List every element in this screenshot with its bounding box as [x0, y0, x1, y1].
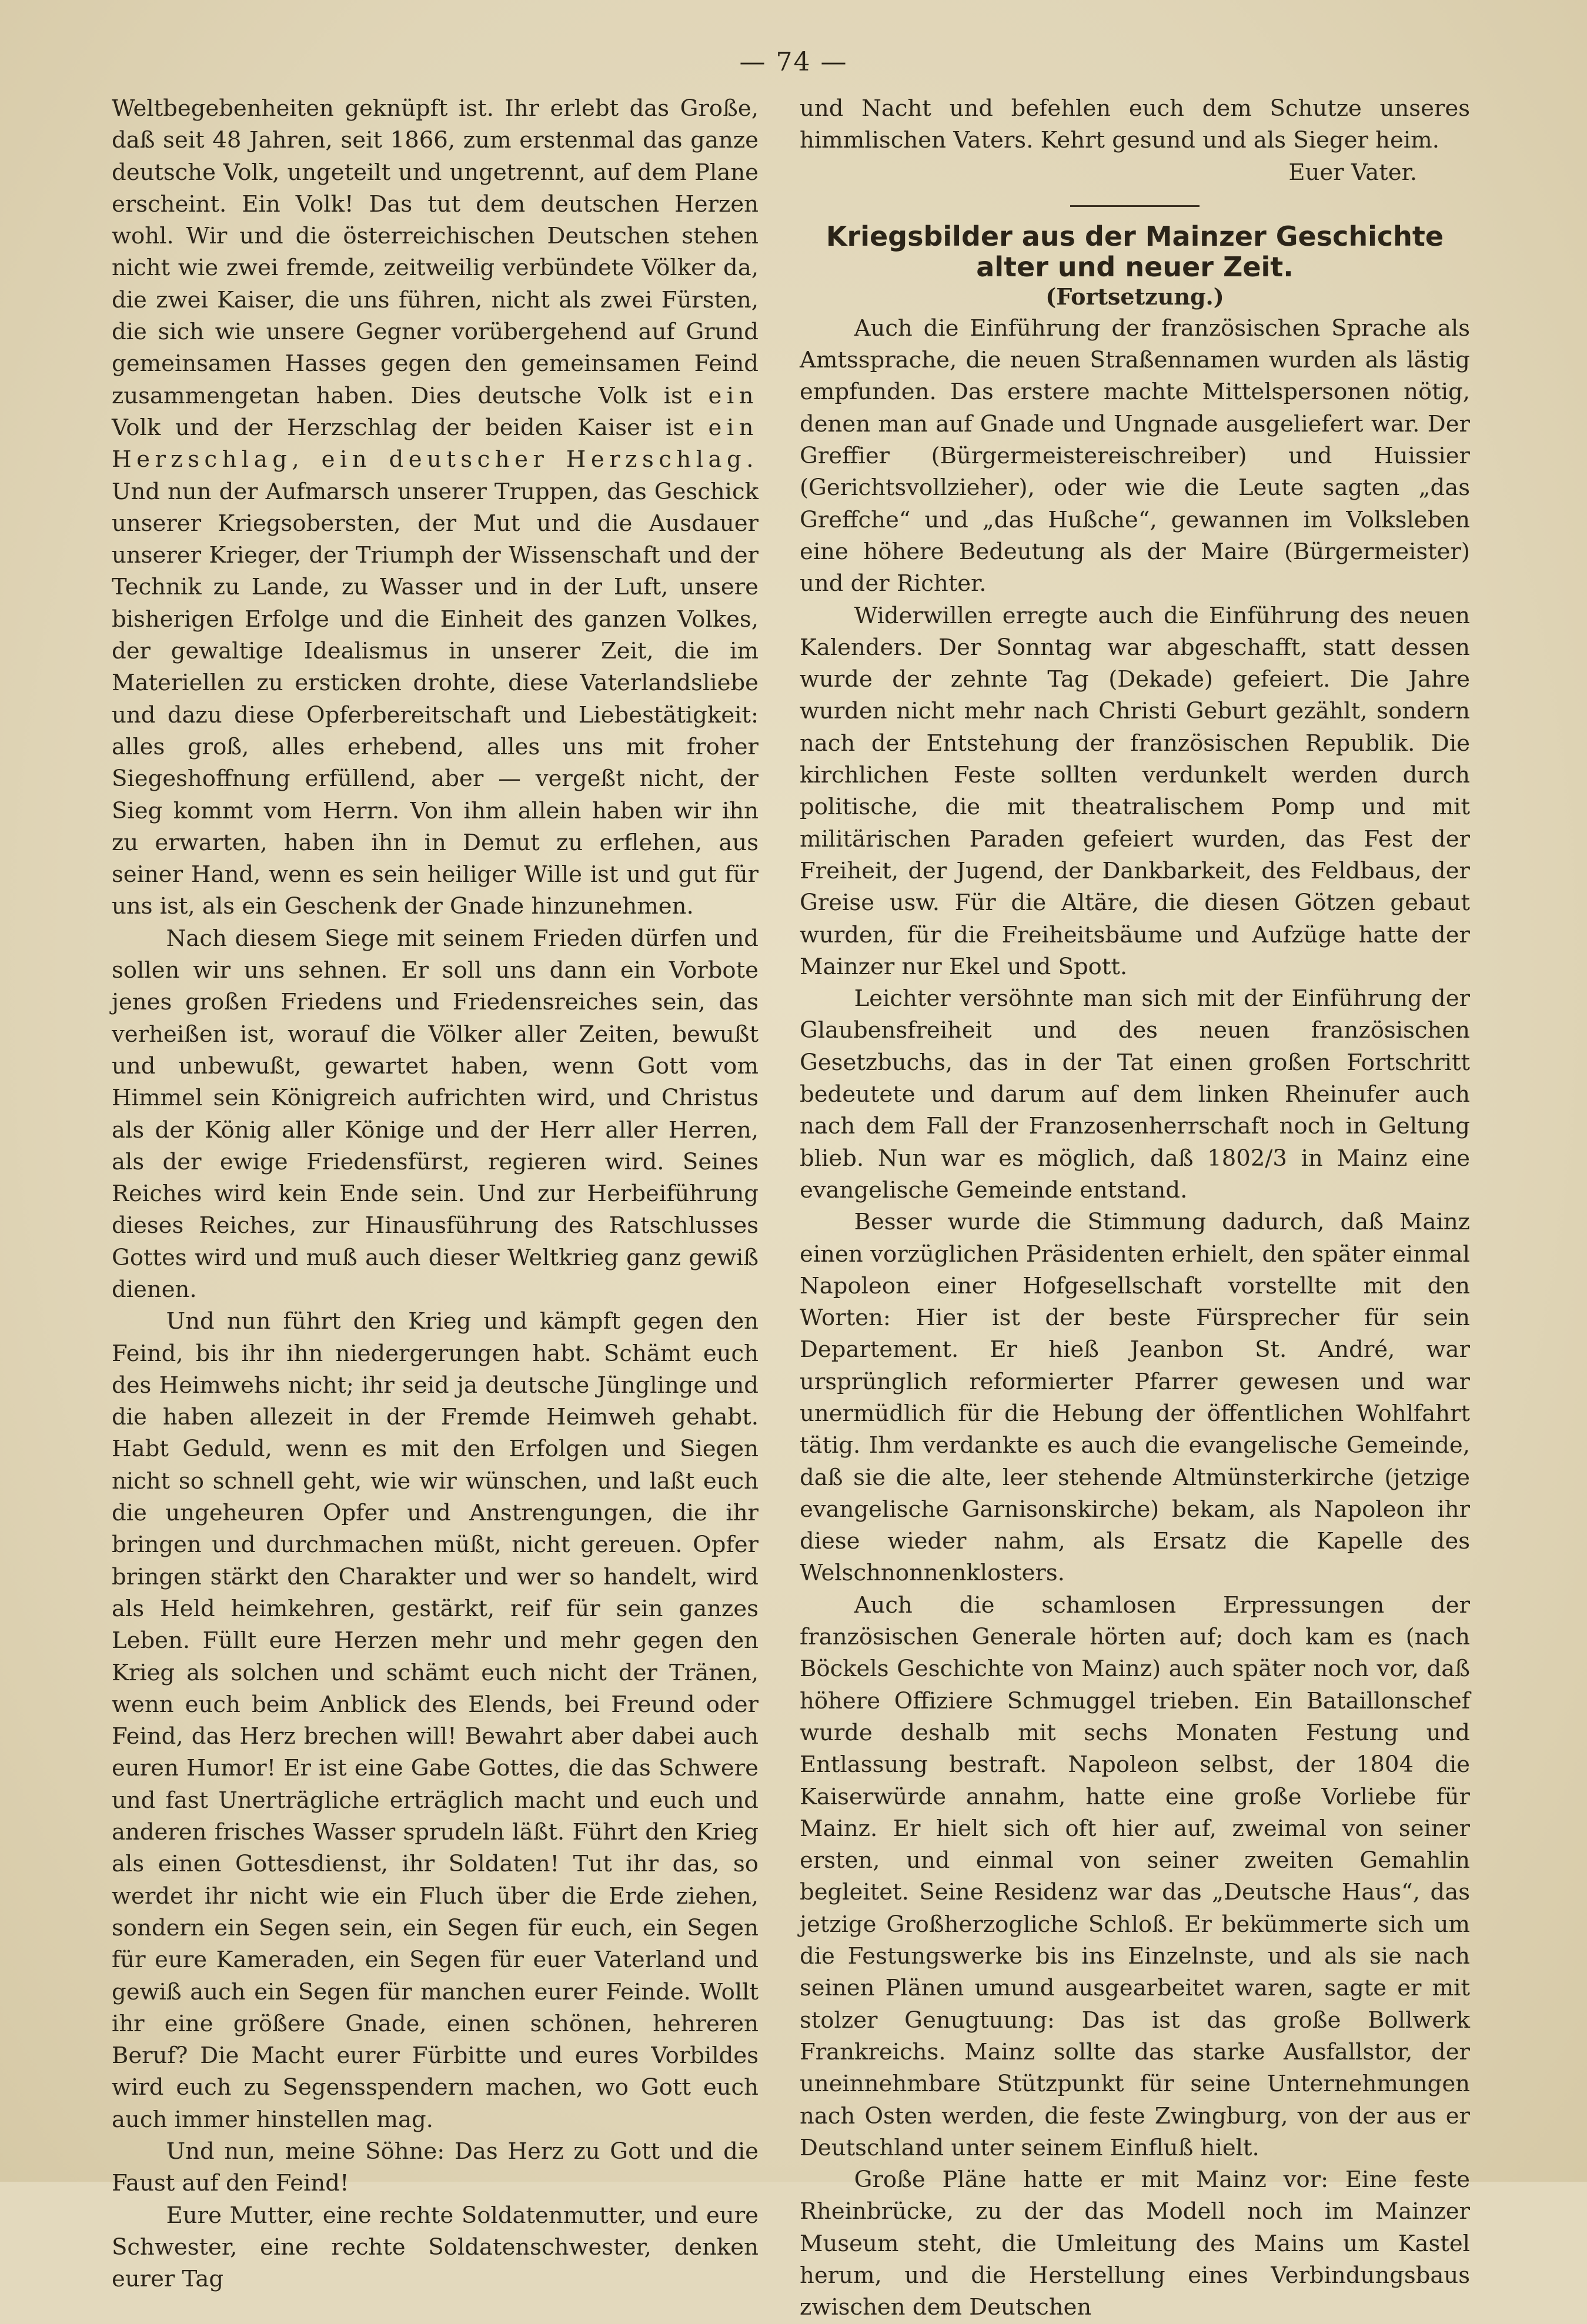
right-paragraph-4: Besser wurde die Stimmung dadurch, daß Mainz einen vorzüglichen Präsidenten erhielt, den später einmal Napoleon einer Hofgesellschaft vorstellte mit den Worten: Hier ist der beste Fürsprecher für sein Departement. Er hieß Jeanbon St. André, war ursprünglich reformierter Pfarrer gewesen und war unermüdlich für die Hebung der öffentlichen Wohlfahrt tätig. Ihm verdankte es auch die evangelische Gemeinde, daß sie die alte, leer stehende Altmünsterkirche (jetzige evangelische Garnisonskirche) bekam, als Napoleon ihr diese wieder nahm, als Ersatz die Kapelle des Welschnonnenklosters. — [800, 1209, 1470, 1587]
article-title: Kriegsbilder aus der Mainzer Geschichte alter und neuer Zeit. — [826, 220, 1444, 283]
left-paragraph-5: Eure Mutter, eine rechte Soldatenmutter, und eure Schwester, eine rechte Soldatenschwester, denken eurer Tag — [112, 2202, 759, 2293]
left-column — [112, 93, 759, 2295]
left-p1-spaced-ein: ein — [708, 382, 759, 409]
right-paragraph-2: Widerwillen erregte auch die Einführung des neuen Kalenders. Der Sonntag war abgeschafft, statt dessen wurde der zehnte Tag (Dekade) gefeiert. Die Jahre wurden nicht mehr nach Christi Geburt gezählt, sondern nach der Entstehung der französischen Republik. Die kirchlichen Feste sollten verdunkelt werden durch politische, die mit theatralischem Pomp und mit militärischen Paraden gefeiert wurden, das Fest der Freiheit, der Jugend, der Dankbarkeit, des Feldbaus, der Greise usw. Für die Altäre, die diesen Götzen gebaut wurden, für die Freiheitsbäume und Aufzüge hatte der Mainzer nur Ekel und Spott. — [800, 602, 1470, 980]
letter-signature: Euer Vater. — [1288, 159, 1417, 186]
right-paragraph-6: Große Pläne hatte er mit Mainz vor: Eine feste Rheinbrücke, zu der das Modell noch im Mainzer Museum steht, die Umleitung des Mains um Kastel herum, und die Herstellung eines Verbindungsbaus zwischen dem Deutschen — [800, 2166, 1470, 2321]
right-paragraph-3: Leichter versöhnte man sich mit der Einführung der Glaubensfreiheit und des neuen französischen Gesetzbuchs, das in der Tat einen großen Fortschritt bedeutete und darum auf dem linken Rheinufer auch nach dem Fall der Franzosenherrschaft noch in Geltung blieb. Nun war es möglich, daß 1802/3 in Mainz eine evangelische Gemeinde entstand. — [800, 985, 1470, 1203]
left-p1-text-b: Volk und der Herzschlag der beiden Kaiser ist — [112, 414, 694, 441]
right-paragraph-5: Auch die schamlosen Erpressungen der französischen Generale hörten auf; doch kam es (nach Böckels Geschichte von Mainz) auch später noch vor, daß höhere Offiziere Schmuggel trieben. Ein Bataillonschef wurde deshalb mit sechs Monaten Festung und Entlassung bestraft. Napoleon selbst, der 1804 die Kaiserwürde annahm, hatte eine große Vorliebe für Mainz. Er hielt sich oft hier auf, zweimal von seiner ersten, und einmal von seiner zweiten Gemahlin begleitet. Seine Residenz war das „Deutsche Haus“, das jetzige Großherzogliche Schloß. Er bekümmerte sich um die Festungswerke bis ins Einzelnste, und als sie nach seinen Plänen umund ausgearbeitet waren, sagte er mit stolzer Genugtuung: Das ist das große Bollwerk Frankreichs. Mainz sollte das starke Ausfallstor, der uneinnehmbare Stützpunkt für seine Unternehmungen nach Osten werden, die feste Zwingburg, von der aus er Deutschland unter seinem Einfluß hielt. — [800, 1591, 1470, 2161]
left-paragraph-4: Und nun, meine Söhne: Das Herz zu Gott und die Faust auf den Feind! — [112, 2138, 759, 2197]
left-paragraph-1 — [112, 93, 759, 923]
article-subtitle: (Fortsetzung.) — [1045, 283, 1224, 310]
left-p1-spaced-herzschlag: ein Herzschlag, ein deutscher Herzschlag. — [112, 414, 759, 473]
right-column — [800, 93, 1470, 2324]
right-paragraph-1: Auch die Einführung der französischen Sprache als Amtssprache, die neuen Straßennamen wurden als lästig empfunden. Das erstere machte Mittelspersonen nötig, denen man auf Gnade und Ungnade ausgeliefert war. Der Greffier (Bürgermeistereischreiber) und Huissier (Gerichtsvollzieher), oder wie die Leute sagten „das Greffche“ und „das Hußche“, gewannen im Volksleben eine höhere Bedeutung als der Maire (Bürgermeister) und der Richter. — [800, 315, 1470, 597]
left-p1-text: Weltbegebenheiten geknüpft ist. Ihr erlebt das Große, daß seit 48 Jahren, seit 1866, zum erstenmal das ganze deutsche Volk, ungeteilt und ungetrennt, auf dem Plane erscheint. Ein Volk! Das tut dem deutschen Herzen wohl. Wir und die österreichischen Deutschen stehen nicht wie zwei fremde, zeitweilig verbündete Völker da, die zwei Kaiser, die uns führen, nicht als zwei Fürsten, die sich wie unsere Gegner vorübergehend auf Grund gemeinsamen Hasses gegen den gemeinsamen Feind zusammengetan haben. Dies deutsche Volk ist — [112, 95, 759, 409]
page-number: — 74 — — [739, 47, 848, 77]
left-paragraph-2: Nach diesem Siege mit seinem Frieden dürfen und sollen wir uns sehnen. Er soll uns dann ein Vorbote jenes großen Friedens und Friedensreiches sein, das verheißen ist, worauf die Völker aller Zeiten, bewußt und unbewußt, gewartet haben, wenn Gott vom Himmel sein Königreich aufrichten wird, und Christus als der König aller Könige und der Herr aller Herren, als der ewige Friedensfürst, regieren wird. Seines Reiches wird kein Ende sein. Und zur Herbeiführung dieses Reiches, zur Hinausführung des Ratschlusses Gottes wird und muß auch dieser Weltkrieg ganz gewiß dienen. — [112, 925, 759, 1303]
right-paragraph-0: und Nacht und befehlen euch dem Schutze unseres himmlischen Vaters. Kehrt gesund und als Sieger heim. — [800, 95, 1470, 154]
left-paragraph-3: Und nun führt den Krieg und kämpft gegen den Feind, bis ihr ihn niedergerungen habt. Schämt euch des Heimwehs nicht; ihr seid ja deutsche Jünglinge und die haben allezeit in der Fremde Heimweh gehabt. Habt Geduld, wenn es mit den Erfolgen und Siegen nicht so schnell geht, wie wir wünschen, und laßt euch die ungeheuren Opfer und Anstrengungen, die ihr bringen und durchmachen müßt, nicht gereuen. Opfer bringen stärkt den Charakter und wer so handelt, wird als Held heimkehren, gestärkt, reif für sein ganzes Leben. Füllt eure Herzen mehr und mehr gegen den Krieg als solchen und schämt euch nicht der Tränen, wenn euch beim Anblick des Elends, bei Freund oder Feind, das Herz brechen will! Bewahrt aber dabei auch euren Humor! Er ist eine Gabe Gottes, die das Schwere und fast Unerträgliche erträglich macht und euch und anderen frisches Wasser sprudeln läßt. Führt den Krieg als einen Gottesdienst, ihr Soldaten! Tut ihr das, so werdet ihr nicht wie ein Fluch über die Erde ziehen, sondern ein Segen sein, ein Segen für euch, ein Segen für eure Kameraden, ein Segen für euer Vaterland und gewiß auch ein Segen für manchen eurer Feinde. Wollt ihr eine größere Gnade, einen schönen, hehreren Beruf? Die Macht eurer Fürbitte und eures Vorbildes wird euch zu Segensspendern machen, wo Gott euch auch immer hinstellen mag. — [112, 1308, 759, 2133]
left-p1-text-c: Und nun der Aufmarsch unserer Truppen, das Geschick unserer Kriegsobersten, der Mut und die Ausdauer unserer Krieger, der Triumph der Wissenschaft und der Technik zu Lande, zu Wasser und in der Luft, unsere bisherigen Erfolge und die Einheit des ganzen Volkes, der gewaltige Idealismus in unserer Zeit, die im Materiellen zu ersticken drohte, diese Vaterlandsliebe und dazu diese Opferbereitschaft und Liebestätigkeit: alles groß, alles erhebend, alles uns mit froher Siegeshoffnung erfüllend, aber — vergeßt nicht, der Sieg kommt vom Herrn. Von ihm allein haben wir ihn zu erwarten, haben ihn in Demut zu erflehen, aus seiner Hand, wenn es sein heiliger Wille ist und gut für uns ist, als ein Geschenk der Gnade hinzunehmen. — [112, 478, 759, 920]
section-divider — [1070, 205, 1200, 207]
